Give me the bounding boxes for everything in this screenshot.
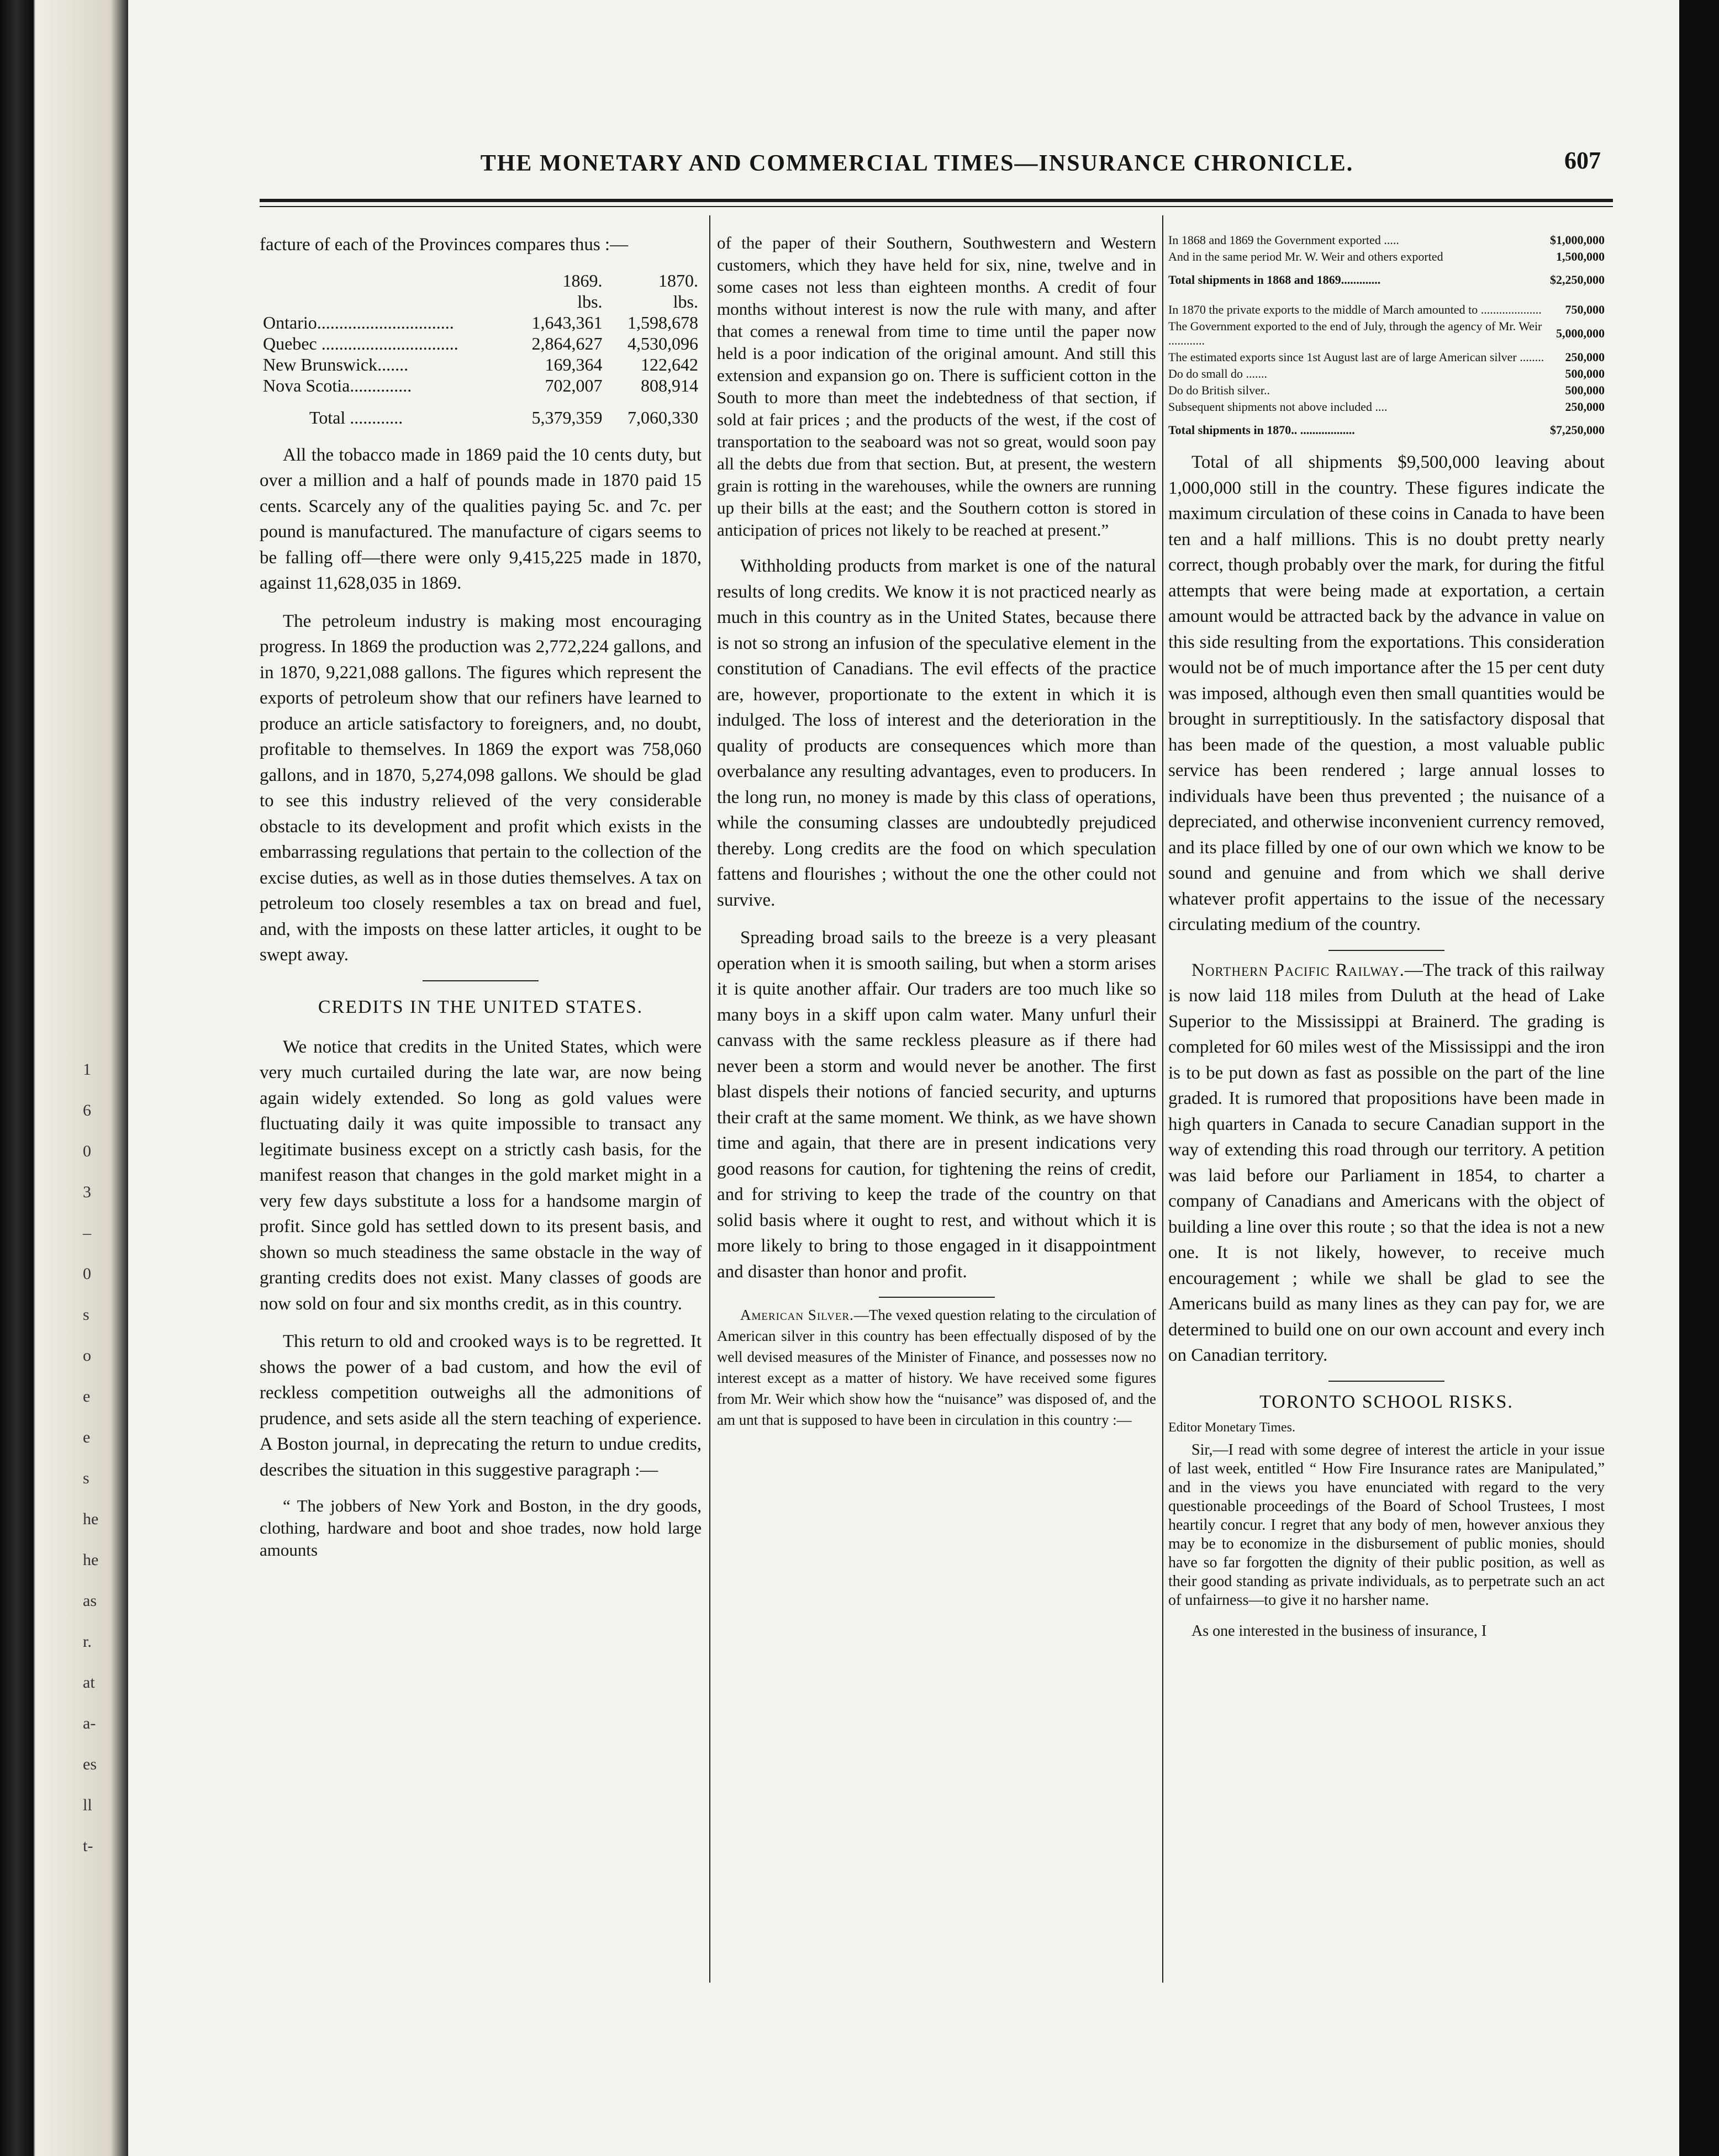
margin-fragment: 0 (83, 1142, 91, 1160)
shipment-amount: $7,250,000 (1550, 423, 1605, 437)
total-label: Total ............ (309, 407, 403, 427)
table-row (1168, 232, 1605, 249)
item-text: —The vexed question relating to the circulation of American silver in this country has been effectually disposed of by the well devised measures of the Minister of Finance, and possesses now no interest except as a matter of history. We have received some figures from Mr. Weir which show how the “nuisance” was disposed of, and the am unt that is supposed to have been in circulation in this country :— (717, 1307, 1156, 1428)
tobacco-table (260, 270, 702, 428)
shipment-description: And in the same period Mr. W. Weir and others exported (1168, 250, 1443, 263)
shipment-amount: 500,000 (1565, 383, 1605, 397)
shipment-amount: 250,000 (1565, 350, 1605, 364)
table-row (1168, 349, 1605, 366)
section-heading: TORONTO SCHOOL RISKS. (1259, 1391, 1514, 1412)
table-row (1168, 318, 1605, 349)
margin-fragment: e (83, 1428, 91, 1446)
margin-fragment: at (83, 1673, 95, 1692)
paragraph: Spreading broad sails to the breeze is a very pleasant operation when it is smooth sailing, but when a storm arises it is quite another affair. Our traders are too much like so many boys in a skiff upon calm water. Many unfurl their canvass with the same reckless pleasure as if there had never been a storm and would never be another. The first blast dispels their notions of fancied security, and upturns their craft at the same moment. We think, as we have shown time and again, that there are in present indications very good reasons for caution, for tightening the reins of credit, and for striving to keep the trade of the country on that solid basis where it ought to rest, and without which it is more likely to bring to those engaged in it disappointment and disaster than honor and profit. (717, 928, 1156, 1282)
column-2 (717, 232, 1156, 1442)
previous-page-edge (83, 1049, 122, 1855)
item-title: American Silver. (740, 1307, 854, 1323)
shipment-amount: $2,250,000 (1550, 273, 1605, 287)
shipment-description: The estimated exports since 1st August last are of large American silver ........ (1168, 350, 1544, 364)
value-1869: 1,643,361 (531, 312, 603, 332)
total-1870: 7,060,330 (628, 407, 698, 427)
province-label: New Brunswick....... (263, 354, 409, 374)
paragraph (717, 1304, 1156, 1430)
shipment-description: Do do British silver.. (1168, 383, 1270, 397)
shipment-amount: 500,000 (1565, 367, 1605, 381)
margin-fragment: es (83, 1755, 97, 1773)
section-separator (423, 980, 539, 981)
total-1869: 5,379,359 (531, 407, 603, 427)
silver-shipments-table (1168, 232, 1605, 443)
paragraph (1168, 958, 1605, 1368)
table-row (260, 312, 702, 333)
shipment-amount: $1,000,000 (1550, 233, 1605, 247)
column-rule-1 (709, 215, 710, 1983)
shipment-description: In 1870 the private exports to the middle of March amounted to .................... (1168, 303, 1542, 316)
shipment-description: Do do small do ....... (1168, 367, 1268, 381)
margin-fragment: he (83, 1551, 99, 1569)
paragraph: All the tobacco made in 1869 paid the 10 cents duty, but over a million and a half of pounds made in 1870 paid 15 cents. Scarcely any of the qualities paying 5c. and 7c. per pound is manufactured. The manufacture of cigars seems to be falling off—there were only 9,415,225 made in 1870, against 11,628,035 in 1869. (260, 445, 702, 593)
shipment-description: Subsequent shipments not above included .... (1168, 400, 1388, 414)
table-row (260, 333, 702, 354)
table-header-row (260, 270, 702, 291)
shipment-description: In 1868 and 1869 the Government exported ..... (1168, 233, 1399, 247)
value-1870: 1,598,678 (628, 312, 698, 332)
margin-fragment: r. (83, 1632, 92, 1651)
quote-paragraph: of the paper of their Southern, Southwestern and Western customers, which they have held for six, nine, twelve and in some cases not less than eighteen months. A credit of four months without interest is now the rule with many, and after that comes a renewal from time to time until the paper now held is a poor indication of the original amount. And still this extension and expansion go on. There is sufficient cotton in the South to more than meet the indebtedness of that section, if sold at fair prices ; and the products of the west, if the cost of transportation to the seaboard was not so great, would soon pay all the debts due from that section. But, at present, the western grain is rotting in the warehouses, while the owners are running up their bills at the east; and the Southern cotton is stored in anticipation of prices not likely to be reached at present.” (717, 233, 1156, 540)
table-total-row (1168, 415, 1605, 443)
table-row (1168, 399, 1605, 415)
margin-fragment: he (83, 1510, 99, 1528)
value-1869: 169,364 (545, 354, 603, 374)
margin-fragment: ll (83, 1796, 92, 1814)
column-3 (1168, 232, 1605, 1641)
table-row (1168, 293, 1605, 318)
section-separator (879, 1297, 995, 1298)
table-row (1168, 249, 1605, 265)
paragraph: Total of all shipments $9,500,000 leaving about 1,000,000 still in the country. These figures indicate the maximum circulation of these coins in Canada to have been ten and a half millions. This is no doubt pretty nearly correct, though probably over the mark, for during the fitful attempts that were being made at exportation, a certain amount would be attracted back by the advance in value on this side resulting from the exportations. This consideration would not be of much importance after the 15 per cent duty was imposed, although even then small quantities would be brought in surreptitiously. In the satisfactory disposal that has been made of the question, a most valuable public service has been rendered ; large annual losses to individuals have been thus prevented ; the nuisance of a depreciated, and otherwise inconvenient currency removed, and its place filled by one of our own which we know to be sound and genuine and from which we shall derive whatever profit appertains to the issue of the necessary circulating medium of the country. (1168, 452, 1605, 934)
margin-fragment: 3 (83, 1183, 91, 1201)
letter-salutation-header: Editor Monetary Times. (1168, 1420, 1296, 1435)
value-1869: 702,007 (545, 375, 603, 395)
margin-fragment: a- (83, 1714, 96, 1732)
section-heading: CREDITS IN THE UNITED STATES. (318, 996, 644, 1017)
item-text: —The track of this railway is now laid 118 miles from Duluth at the head of Lake Superior to the Mississippi at Brainerd. The grading is completed for 60 miles west of the Mississippi and the iron is to be put down as fast as possible on the part of the line graded. It is rumored that propositions have been made in high quarters in Canada to secure Canadian support in the way of extending this road through our territory. A petition was laid before our Parliament in 1854, to charter a company of Canadians and Americans with the object of building a line over this route ; so that the idea is not a new one. It is not likely, however, to receive much encouragement ; while we shall be glad to see the Americans build as many lines as they can pay for, we are determined to build one on our own account and every inch on Canadian territory. (1168, 960, 1605, 1365)
margin-fragment: s (83, 1469, 89, 1487)
page-number: 607 (1564, 147, 1601, 174)
margin-fragment: 0 (83, 1265, 91, 1283)
paragraph: The petroleum industry is making most encouraging progress. In 1869 the production was 2,772,224 gallons, and in 1870, 9,221,088 gallons. The figures which represent the exports of petroleum show that our refiners have learned to produce an article satisfactory to foreigners, and, no doubt, profitable to themselves. In 1869 the export was 758,060 gallons, and in 1870, 5,274,098 gallons. We should be glad to see this industry relieved of the very considerable obstacle to its development and profit which exists in the embarrassing regulations that pertain to the collection of the excise duties, as well as in those duties themselves. A tax on petroleum too closely resembles a tax on bread and fuel, and, with the imposts on these latter articles, it ought to be swept away. (260, 611, 702, 965)
item-title: Northern Pacific Railway. (1191, 960, 1405, 980)
shipment-amount: 750,000 (1565, 303, 1605, 316)
table-total-row (1168, 265, 1605, 293)
section-separator (1328, 1381, 1444, 1382)
column-rule-2 (1162, 215, 1163, 1983)
value-1870: 122,642 (641, 354, 698, 374)
value-1870: 808,914 (641, 375, 698, 395)
paragraph: Withholding products from market is one of the natural results of long credits. We know it is not practiced nearly as much in this country as in the United States, because there is not so strong an infusion of the speculative element in the constitution of Canadians. The evil effects of the practice are, however, proportionate to the extent in which it is indulged. The loss of interest and the deterioration in the quality of products are consequences which more than overbalance any resulting advantages, even to producers. In the long run, no money is made by this class of operations, while the consuming classes are undoubtedly prejudiced thereby. Long credits are the food on which speculation fattens and flourishes ; without the one the other could not survive. (717, 556, 1156, 910)
paragraph: We notice that credits in the United States, which were very much curtailed during the late war, are now being again widely extended. So long as gold values were fluctuating daily it was quite impossible to transact any legitimate business except on a strictly cash basis, for the manifest reason that changes in the gold market might in a very few days substitute a loss for a handsome margin of profit. Since gold has settled down to its present basis, and shown so much steadiness the same obstacle in the way of granting credits does not exist. Many classes of goods are now sold on four and six months credit, as in this country. (260, 1037, 702, 1314)
shipment-description: Total shipments in 1868 and 1869............. (1168, 273, 1381, 287)
margin-fragment: as (83, 1592, 97, 1610)
shipment-description: The Government exported to the end of July, through the agency of Mr. Weir ............ (1168, 319, 1542, 347)
letter-paragraph: As one interested in the business of insurance, I (1191, 1622, 1487, 1640)
table-row (260, 375, 702, 396)
margin-fragment: 1 (83, 1060, 91, 1079)
table-row (1168, 366, 1605, 382)
letter-paragraph: Sir,—I read with some degree of interest the article in your issue of last week, entitled “ How Fire Insurance rates are Manipulated,” and in the views you have enunciated with regard to the very questionable proceedings of the Board of School Trustees, I most heartily concur. I regret that any body of men, however anxious they may be to economize in the disbursement of public monies, should have so far forgotten the dignity of their public position, as well as their good standing as private individuals, as to perpetrate such an act of unfairness—to give it no harsher name. (1168, 1441, 1605, 1609)
shipment-amount: 250,000 (1565, 400, 1605, 414)
table-row (1168, 382, 1605, 399)
table-unit-row (260, 291, 702, 312)
section-separator (1328, 950, 1444, 951)
margin-fragment: 6 (83, 1101, 91, 1119)
page-shadow-right (1679, 0, 1719, 2156)
province-label: Ontario............................... (263, 312, 454, 332)
header-rule-thick (260, 199, 1613, 202)
province-label: Nova Scotia.............. (263, 375, 412, 395)
margin-fragment: e (83, 1387, 91, 1405)
unit-header: lbs. (577, 291, 603, 311)
quote-paragraph: “ The jobbers of New York and Boston, in the dry goods, clothing, hardware and boot and shoe trades, now hold large amounts (260, 1496, 702, 1560)
table-row (260, 354, 702, 375)
value-1869: 2,864,627 (531, 333, 603, 353)
shipment-description: Total shipments in 1870.. .................. (1168, 423, 1355, 437)
header-rule-thin (260, 206, 1613, 207)
year-header-1869: 1869. (562, 270, 603, 290)
tobacco-intro: facture of each of the Provinces compares thus :— (260, 235, 629, 255)
margin-fragment: t- (83, 1837, 93, 1855)
column-1 (260, 232, 702, 1573)
paragraph: This return to old and crooked ways is to be regretted. It shows the power of a bad custom, and how the evil of reckless competition outweighs all the admonitions of prudence, and sets aside all the stern teaching of experience. A Boston journal, in deprecating the return to undue credits, describes the situation in this suggestive paragraph :— (260, 1331, 702, 1480)
province-label: Quebec ............................... (263, 333, 458, 353)
year-header-1870: 1870. (658, 270, 698, 290)
shipment-amount: 5,000,000 (1556, 326, 1605, 340)
margin-fragment: s (83, 1306, 89, 1324)
margin-fragment: o (83, 1346, 91, 1365)
value-1870: 4,530,096 (628, 333, 698, 353)
table-total-row (260, 396, 702, 428)
margin-fragment: – (83, 1224, 91, 1242)
unit-header: lbs. (673, 291, 698, 311)
page-header-title: THE MONETARY AND COMMERCIAL TIMES—INSURANCE CHRONICLE. (480, 151, 1354, 176)
shipment-amount: 1,500,000 (1556, 250, 1605, 263)
